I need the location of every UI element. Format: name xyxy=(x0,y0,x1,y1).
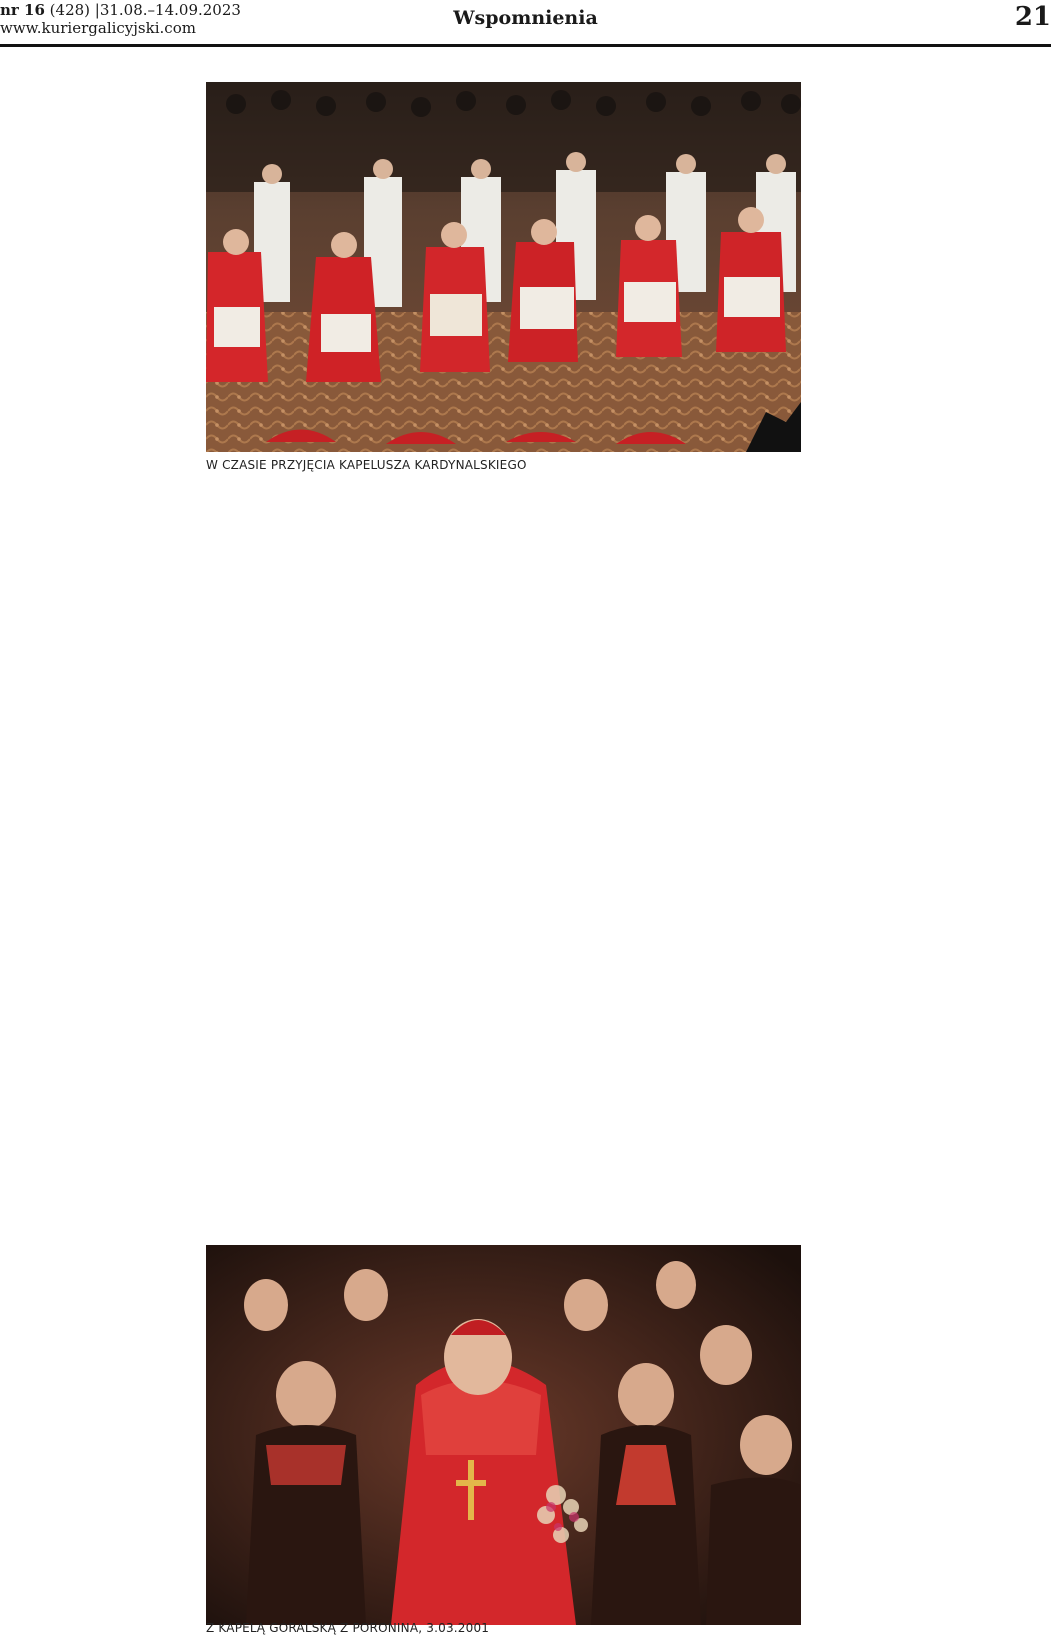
article-column-5 xyxy=(818,77,1005,1635)
bottom-photo-caption: Z KAPELĄ GÓRALSKĄ Z PORONINA, 3.03.2001 xyxy=(206,1621,490,1635)
article-column-2 xyxy=(206,483,393,1243)
photo-highlander-band xyxy=(206,1245,801,1625)
top-photo-caption: W CZASIE PRZYJĘCIA KAPELUSZA KARDYNALSKIEGO xyxy=(206,458,527,472)
header-rule xyxy=(0,44,1051,47)
issue-number: nr 16 xyxy=(0,1,45,19)
page-header xyxy=(0,0,1051,44)
article-column-1 xyxy=(0,77,187,1635)
page-number: 21 xyxy=(1014,2,1051,32)
issue-dates: (428) |31.08.–14.09.2023 xyxy=(44,1,241,19)
article-column-4 xyxy=(614,483,801,1243)
website-link[interactable]: www.kuriergalicyjski.com xyxy=(0,19,196,37)
article-column-3 xyxy=(410,483,597,1243)
photo-cardinals-ceremony xyxy=(206,82,801,452)
section-title: Wspomnienia xyxy=(453,7,598,29)
